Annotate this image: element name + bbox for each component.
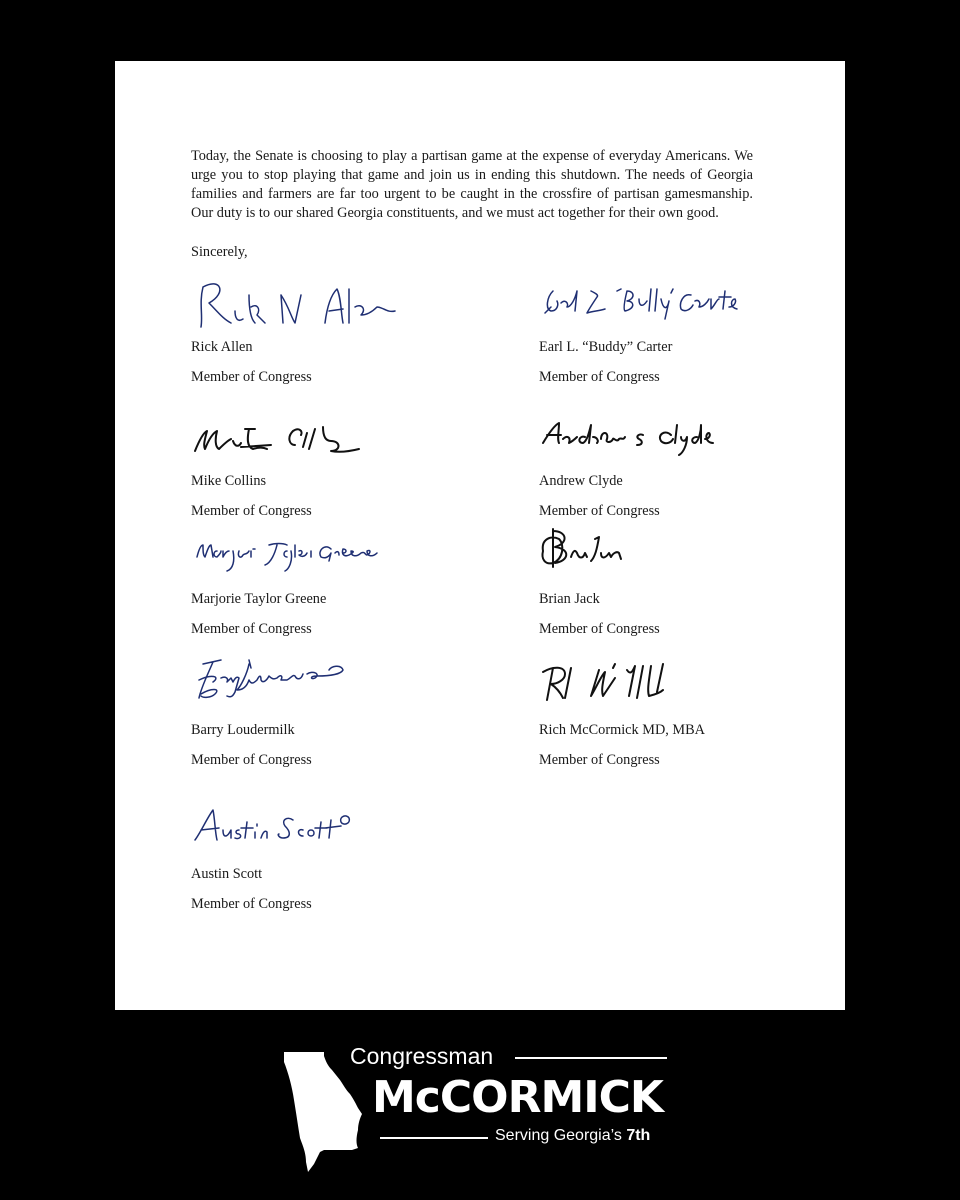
- brand-bottom-rule: [380, 1137, 488, 1139]
- brand-top-rule: [515, 1057, 667, 1059]
- signature-austin-scott: [191, 804, 401, 864]
- signer-name: Barry Loudermilk: [191, 722, 295, 738]
- brand-tagline-text: Serving Georgia’s: [495, 1127, 627, 1144]
- signature-rick-allen: [191, 277, 401, 337]
- signer-title: Member of Congress: [539, 503, 660, 519]
- signature-block-austin-scott: [191, 804, 511, 929]
- signer-name: Mike Collins: [191, 473, 267, 489]
- brand-surname: McCORMICK: [372, 1072, 663, 1123]
- brand-footer: [0, 1010, 960, 1200]
- georgia-map-icon: [284, 1052, 364, 1172]
- signer-name: Andrew Clyde: [539, 473, 623, 489]
- signer-name: Rich McCormick MD, MBA: [539, 722, 705, 738]
- signature-andrew-clyde: [539, 411, 749, 471]
- signature-mike-collins: [191, 411, 401, 471]
- signer-name: Brian Jack: [539, 591, 600, 607]
- signature-block-andrew-clyde: [539, 411, 859, 536]
- signer-title: Member of Congress: [191, 896, 312, 912]
- signature-brian-jack: [539, 529, 749, 589]
- signer-name: Austin Scott: [191, 866, 263, 882]
- letter-page: [115, 61, 845, 1010]
- brand-prefix: Congressman: [350, 1043, 494, 1069]
- signature-block-marjorie-taylor-greene: [191, 529, 511, 654]
- brand-tagline-district: 7th: [626, 1127, 651, 1144]
- signature-rich-mccormick: [539, 660, 749, 720]
- signer-name: Rick Allen: [191, 339, 253, 355]
- signature-block-rick-allen: [191, 277, 511, 402]
- signer-title: Member of Congress: [191, 369, 312, 385]
- signer-title: Member of Congress: [539, 621, 660, 637]
- signer-title: Member of Congress: [539, 752, 660, 768]
- signature-block-rich-mccormick: [539, 660, 859, 785]
- signer-title: Member of Congress: [191, 621, 312, 637]
- signer-name: Marjorie Taylor Greene: [191, 591, 327, 607]
- signature-marjorie-taylor-greene: [191, 529, 401, 589]
- signer-title: Member of Congress: [191, 752, 312, 768]
- signer-name: Earl L. “Buddy” Carter: [539, 339, 673, 355]
- signature-buddy-carter: [539, 277, 749, 337]
- letter-closing: Sincerely,: [191, 244, 248, 260]
- signature-block-buddy-carter: [539, 277, 859, 402]
- letter-body: Today, the Senate is choosing to play a partisan game at the expense of everyday Americans. We urge you to stop playing that game and join us in ending this shutdown. The needs of Georgia families and farmers are far too urgent to be caught in the crossfire of partisan gamesmanship. Our duty is to our shared Georgia constituents, and we must act together for their own good.: [191, 148, 753, 221]
- signature-barry-loudermilk: [191, 660, 401, 720]
- signature-block-mike-collins: [191, 411, 511, 536]
- signature-block-barry-loudermilk: [191, 660, 511, 785]
- signature-block-brian-jack: [539, 529, 859, 654]
- signer-title: Member of Congress: [539, 369, 660, 385]
- signer-title: Member of Congress: [191, 503, 312, 519]
- brand-tagline: [495, 1127, 650, 1145]
